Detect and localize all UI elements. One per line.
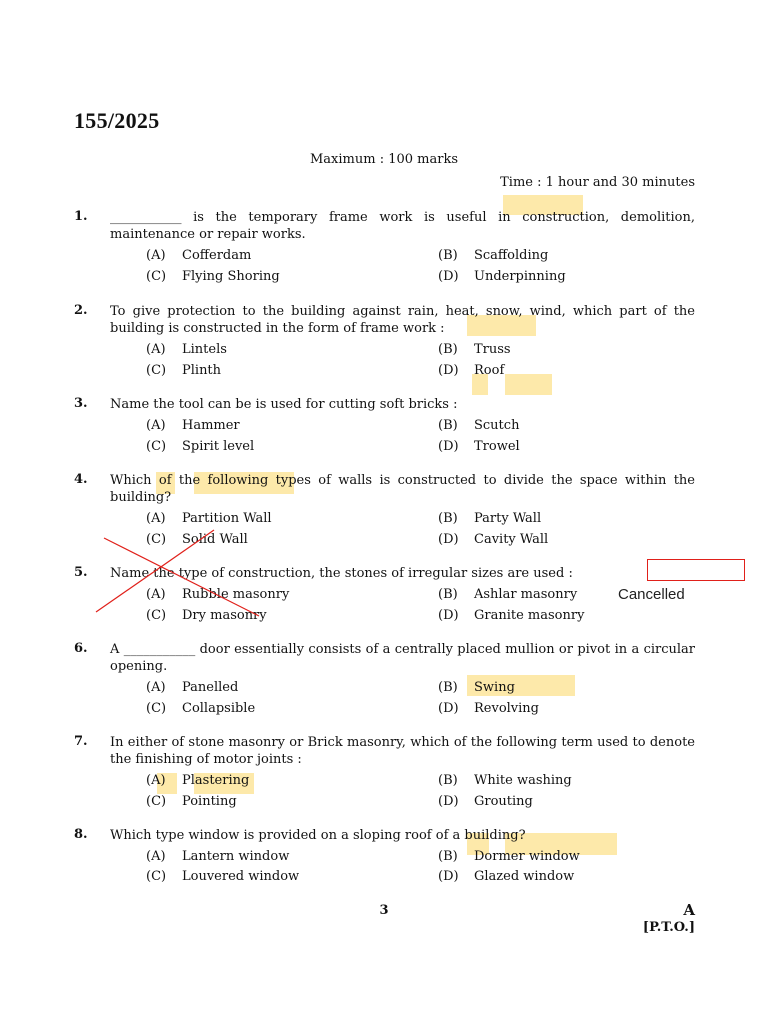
options <box>146 247 695 285</box>
option-b <box>438 679 695 696</box>
question-1 <box>74 209 695 285</box>
option-d <box>438 607 695 624</box>
option-d <box>438 362 695 379</box>
option-text: Cofferdam <box>182 248 252 263</box>
options <box>146 341 695 379</box>
question-number: 3. <box>74 396 88 411</box>
option-text: Spirit level <box>182 439 255 454</box>
exam-code: 155/2025 <box>74 108 160 133</box>
option-label: (D) <box>438 363 459 378</box>
option-label: (D) <box>438 532 459 547</box>
option-label: (A) <box>146 680 166 695</box>
question-number: 4. <box>74 472 88 487</box>
options <box>146 679 695 717</box>
option-d <box>438 793 695 810</box>
option-text: Glazed window <box>474 869 575 884</box>
option-label: (C) <box>146 363 167 378</box>
option-label: (D) <box>438 701 459 716</box>
option-text: Dry masonry <box>182 608 267 623</box>
time-limit: Time : 1 hour and 30 minutes <box>500 175 695 190</box>
option-text: Partition Wall <box>182 511 272 526</box>
option-label: (D) <box>438 794 459 809</box>
question-text: Name the type of construction, the stones of irregular sizes are used : <box>110 566 573 581</box>
option-label: (B) <box>438 773 458 788</box>
option-text: Trowel <box>474 439 520 454</box>
option-text: Party Wall <box>474 511 542 526</box>
question-text: ___________ is the temporary frame work is useful in construction, demolition, maintenance or repair works. <box>110 210 695 242</box>
option-b <box>438 772 695 789</box>
option-label: (B) <box>438 418 458 433</box>
option-a <box>146 417 438 434</box>
option-label: (C) <box>146 869 167 884</box>
option-text: Cavity Wall <box>474 532 549 547</box>
option-a <box>146 341 438 358</box>
option-label: (D) <box>438 439 459 454</box>
option-text: Rubble masonry <box>182 587 290 602</box>
option-text: Roof <box>474 363 505 378</box>
options <box>146 772 695 810</box>
option-label: (C) <box>146 608 167 623</box>
option-b <box>438 341 695 358</box>
option-text: Flying Shoring <box>182 269 280 284</box>
option-label: (A) <box>146 248 166 263</box>
option-c <box>146 362 438 379</box>
option-label: (B) <box>438 342 458 357</box>
option-text: Truss <box>474 342 511 357</box>
question-7 <box>74 734 695 810</box>
option-d <box>438 438 695 455</box>
option-label: (C) <box>146 532 167 547</box>
option-text: Louvered window <box>182 869 300 884</box>
question-3 <box>74 396 695 455</box>
option-label: (D) <box>438 269 459 284</box>
option-label: (A) <box>146 418 166 433</box>
option-text: Solid Wall <box>182 532 248 547</box>
option-text: Plinth <box>182 363 222 378</box>
option-text: Swing <box>474 680 515 695</box>
question-8 <box>74 827 695 885</box>
option-c <box>146 793 438 810</box>
option-c <box>146 438 438 455</box>
question-number: 8. <box>74 827 88 842</box>
options <box>146 848 695 885</box>
cross-mark-icon <box>94 528 264 618</box>
option-label: (B) <box>438 587 458 602</box>
option-a <box>146 247 438 264</box>
option-text: Dormer window <box>474 849 580 864</box>
option-text: Pointing <box>182 794 237 809</box>
option-label: (B) <box>438 680 458 695</box>
option-label: (A) <box>146 587 166 602</box>
page-number: 3 <box>379 903 389 918</box>
option-text: Scutch <box>474 418 520 433</box>
question-text: Name the tool can be is used for cutting soft bricks : <box>110 397 458 412</box>
option-text: Ashlar masonry <box>474 587 578 602</box>
option-b <box>438 848 695 865</box>
option-d <box>438 868 695 885</box>
option-text: Granite masonry <box>474 608 585 623</box>
question-text: Which of the following types of walls is constructed to divide the space within the building? <box>110 473 695 505</box>
option-b <box>438 417 695 434</box>
option-text: Plastering <box>182 773 250 788</box>
option-label: (B) <box>438 511 458 526</box>
option-text: Hammer <box>182 418 240 433</box>
option-text: Revolving <box>474 701 540 716</box>
option-d <box>438 268 695 285</box>
series-code: A <box>683 901 695 919</box>
option-text: Lantern window <box>182 849 290 864</box>
option-b <box>438 247 695 264</box>
question-number: 2. <box>74 303 88 318</box>
question-text: Which type window is provided on a sloping roof of a building? <box>110 828 526 843</box>
option-a <box>146 848 438 865</box>
question-text: In either of stone masonry or Brick masonry, which of the following term used to denote the finishing of motor joints : <box>110 735 695 767</box>
question-text: To give protection to the building against rain, heat, snow, wind, which part of the building is constructed in the form of frame work : <box>110 304 695 336</box>
cancelled-label: Cancelled <box>618 586 685 603</box>
pto-label: [P.T.O.] <box>642 920 695 935</box>
option-b <box>438 586 695 603</box>
option-label: (C) <box>146 439 167 454</box>
option-label: (B) <box>438 248 458 263</box>
option-label: (C) <box>146 269 167 284</box>
option-c <box>146 868 438 885</box>
option-a <box>146 679 438 696</box>
max-marks: Maximum : 100 marks <box>309 152 458 167</box>
question-2 <box>74 303 695 379</box>
option-d <box>438 700 695 717</box>
option-text: Collapsible <box>182 701 256 716</box>
question-6 <box>74 641 695 717</box>
option-label: (A) <box>146 849 166 864</box>
option-text: Panelled <box>182 680 239 695</box>
option-c <box>146 268 438 285</box>
option-text: Underpinning <box>474 269 566 284</box>
question-number: 5. <box>74 565 88 580</box>
option-label: (D) <box>438 608 459 623</box>
option-a <box>146 510 438 527</box>
option-a <box>146 772 438 789</box>
option-text: Grouting <box>474 794 533 809</box>
question-number: 1. <box>74 209 88 224</box>
option-text: Scaffolding <box>474 248 549 263</box>
question-number: 6. <box>74 641 88 656</box>
option-c <box>146 700 438 717</box>
question-text: A ___________ door essentially consists of a centrally placed mullion or pivot in a circular opening. <box>110 642 695 674</box>
option-label: (A) <box>146 773 166 788</box>
option-label: (B) <box>438 849 458 864</box>
option-d <box>438 531 695 548</box>
option-label: (D) <box>438 869 459 884</box>
option-label: (A) <box>146 342 166 357</box>
cross-stroke <box>104 538 259 616</box>
options <box>146 417 695 455</box>
question-number: 7. <box>74 734 88 749</box>
option-label: (A) <box>146 511 166 526</box>
option-label: (C) <box>146 794 167 809</box>
option-text: Lintels <box>182 342 227 357</box>
option-text: White washing <box>474 773 572 788</box>
option-label: (C) <box>146 701 167 716</box>
option-b <box>438 510 695 527</box>
